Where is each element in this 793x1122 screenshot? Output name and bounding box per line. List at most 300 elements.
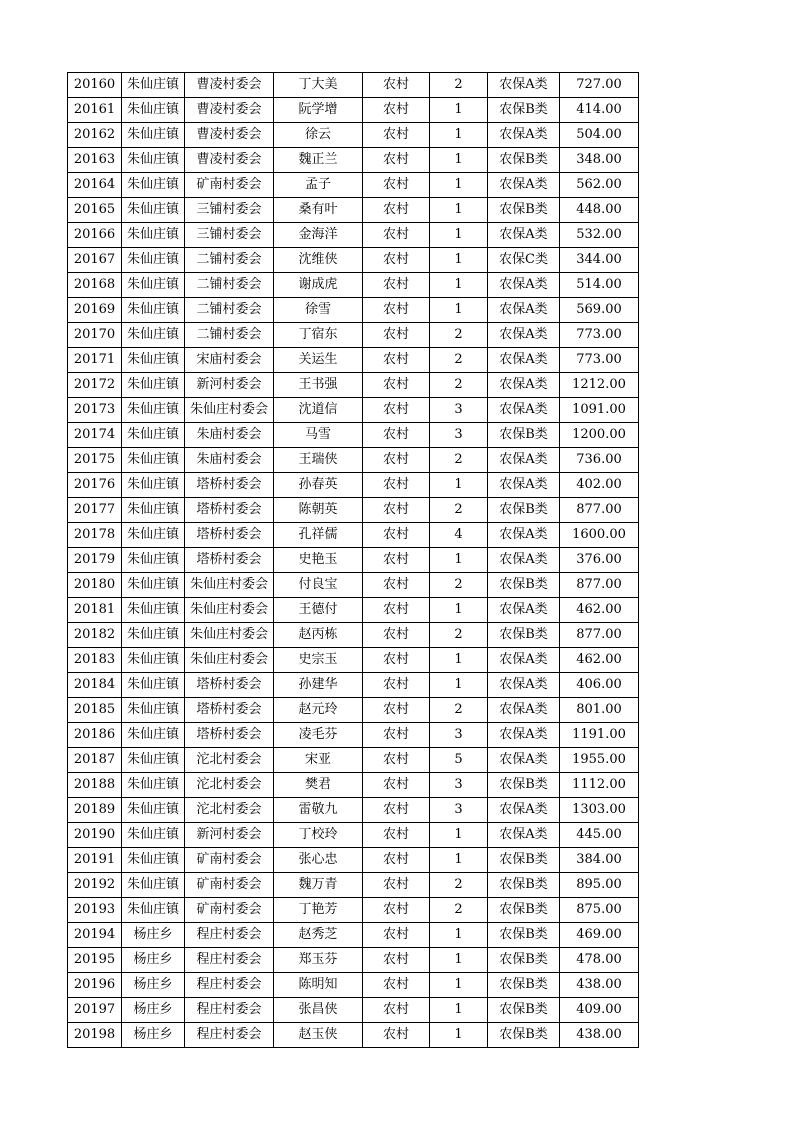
household-type-cell: 农村 — [363, 148, 430, 173]
record-number-cell: 20194 — [68, 923, 122, 948]
member-count-cell: 2 — [430, 373, 488, 398]
township-cell: 朱仙庄镇 — [122, 423, 185, 448]
table-row — [68, 923, 639, 948]
beneficiary-table — [67, 72, 639, 1048]
category-cell: 农保A类 — [488, 73, 560, 98]
village-committee-cell: 二铺村委会 — [185, 248, 274, 273]
category-cell: 农保A类 — [488, 398, 560, 423]
table-row — [68, 598, 639, 623]
record-number-cell: 20191 — [68, 848, 122, 873]
record-number-cell: 20187 — [68, 748, 122, 773]
township-cell: 朱仙庄镇 — [122, 323, 185, 348]
village-committee-cell: 朱仙庄村委会 — [185, 398, 274, 423]
category-cell: 农保B类 — [488, 98, 560, 123]
category-cell: 农保A类 — [488, 723, 560, 748]
amount-cell: 1112.00 — [560, 773, 639, 798]
name-cell: 关运生 — [274, 348, 363, 373]
township-cell: 朱仙庄镇 — [122, 73, 185, 98]
category-cell: 农保C类 — [488, 248, 560, 273]
record-number-cell: 20198 — [68, 1023, 122, 1048]
township-cell: 朱仙庄镇 — [122, 723, 185, 748]
category-cell: 农保B类 — [488, 1023, 560, 1048]
name-cell: 赵元玲 — [274, 698, 363, 723]
member-count-cell: 4 — [430, 523, 488, 548]
household-type-cell: 农村 — [363, 73, 430, 98]
village-committee-cell: 塔桥村委会 — [185, 698, 274, 723]
table-row — [68, 873, 639, 898]
household-type-cell: 农村 — [363, 473, 430, 498]
name-cell: 陈朝英 — [274, 498, 363, 523]
record-number-cell: 20171 — [68, 348, 122, 373]
township-cell: 朱仙庄镇 — [122, 498, 185, 523]
record-number-cell: 20177 — [68, 498, 122, 523]
name-cell: 孟子 — [274, 173, 363, 198]
member-count-cell: 1 — [430, 298, 488, 323]
household-type-cell: 农村 — [363, 523, 430, 548]
amount-cell: 462.00 — [560, 648, 639, 673]
table-row — [68, 398, 639, 423]
record-number-cell: 20163 — [68, 148, 122, 173]
table-row — [68, 773, 639, 798]
category-cell: 农保A类 — [488, 373, 560, 398]
village-committee-cell: 朱仙庄村委会 — [185, 623, 274, 648]
category-cell: 农保A类 — [488, 173, 560, 198]
record-number-cell: 20196 — [68, 973, 122, 998]
household-type-cell: 农村 — [363, 573, 430, 598]
household-type-cell: 农村 — [363, 873, 430, 898]
category-cell: 农保A类 — [488, 523, 560, 548]
table-body — [68, 73, 639, 1048]
household-type-cell: 农村 — [363, 648, 430, 673]
name-cell: 雷敬九 — [274, 798, 363, 823]
village-committee-cell: 新河村委会 — [185, 823, 274, 848]
record-number-cell: 20178 — [68, 523, 122, 548]
category-cell: 农保B类 — [488, 948, 560, 973]
township-cell: 朱仙庄镇 — [122, 673, 185, 698]
member-count-cell: 3 — [430, 723, 488, 748]
table-row — [68, 948, 639, 973]
village-committee-cell: 二铺村委会 — [185, 298, 274, 323]
household-type-cell: 农村 — [363, 823, 430, 848]
township-cell: 朱仙庄镇 — [122, 898, 185, 923]
name-cell: 王瑞侠 — [274, 448, 363, 473]
name-cell: 付良宝 — [274, 573, 363, 598]
township-cell: 朱仙庄镇 — [122, 98, 185, 123]
household-type-cell: 农村 — [363, 623, 430, 648]
name-cell: 魏万青 — [274, 873, 363, 898]
record-number-cell: 20186 — [68, 723, 122, 748]
household-type-cell: 农村 — [363, 1023, 430, 1048]
name-cell: 陈明知 — [274, 973, 363, 998]
township-cell: 朱仙庄镇 — [122, 348, 185, 373]
name-cell: 史艳玉 — [274, 548, 363, 573]
village-committee-cell: 二铺村委会 — [185, 323, 274, 348]
member-count-cell: 1 — [430, 123, 488, 148]
amount-cell: 406.00 — [560, 673, 639, 698]
member-count-cell: 1 — [430, 198, 488, 223]
household-type-cell: 农村 — [363, 598, 430, 623]
record-number-cell: 20160 — [68, 73, 122, 98]
amount-cell: 532.00 — [560, 223, 639, 248]
amount-cell: 348.00 — [560, 148, 639, 173]
table-row — [68, 898, 639, 923]
household-type-cell: 农村 — [363, 773, 430, 798]
category-cell: 农保A类 — [488, 298, 560, 323]
name-cell: 丁校玲 — [274, 823, 363, 848]
category-cell: 农保B类 — [488, 498, 560, 523]
amount-cell: 1955.00 — [560, 748, 639, 773]
table-row — [68, 673, 639, 698]
household-type-cell: 农村 — [363, 948, 430, 973]
member-count-cell: 3 — [430, 398, 488, 423]
record-number-cell: 20190 — [68, 823, 122, 848]
amount-cell: 462.00 — [560, 598, 639, 623]
record-number-cell: 20162 — [68, 123, 122, 148]
name-cell: 樊君 — [274, 773, 363, 798]
table-row — [68, 323, 639, 348]
village-committee-cell: 程庄村委会 — [185, 1023, 274, 1048]
village-committee-cell: 沱北村委会 — [185, 748, 274, 773]
village-committee-cell: 塔桥村委会 — [185, 473, 274, 498]
household-type-cell: 农村 — [363, 848, 430, 873]
township-cell: 杨庄乡 — [122, 1023, 185, 1048]
record-number-cell: 20188 — [68, 773, 122, 798]
record-number-cell: 20193 — [68, 898, 122, 923]
township-cell: 朱仙庄镇 — [122, 373, 185, 398]
table-row — [68, 348, 639, 373]
amount-cell: 895.00 — [560, 873, 639, 898]
household-type-cell: 农村 — [363, 423, 430, 448]
table-row — [68, 273, 639, 298]
township-cell: 杨庄乡 — [122, 948, 185, 973]
name-cell: 宋亚 — [274, 748, 363, 773]
category-cell: 农保B类 — [488, 923, 560, 948]
household-type-cell: 农村 — [363, 198, 430, 223]
township-cell: 朱仙庄镇 — [122, 148, 185, 173]
village-committee-cell: 朱庙村委会 — [185, 448, 274, 473]
record-number-cell: 20168 — [68, 273, 122, 298]
record-number-cell: 20173 — [68, 398, 122, 423]
table-row — [68, 998, 639, 1023]
category-cell: 农保A类 — [488, 698, 560, 723]
name-cell: 谢成虎 — [274, 273, 363, 298]
village-committee-cell: 曹凌村委会 — [185, 98, 274, 123]
township-cell: 朱仙庄镇 — [122, 173, 185, 198]
record-number-cell: 20185 — [68, 698, 122, 723]
member-count-cell: 1 — [430, 848, 488, 873]
amount-cell: 376.00 — [560, 548, 639, 573]
amount-cell: 402.00 — [560, 473, 639, 498]
household-type-cell: 农村 — [363, 323, 430, 348]
township-cell: 朱仙庄镇 — [122, 798, 185, 823]
table-row — [68, 548, 639, 573]
amount-cell: 448.00 — [560, 198, 639, 223]
village-committee-cell: 朱庙村委会 — [185, 423, 274, 448]
village-committee-cell: 塔桥村委会 — [185, 548, 274, 573]
table-row — [68, 723, 639, 748]
village-committee-cell: 程庄村委会 — [185, 923, 274, 948]
member-count-cell: 1 — [430, 998, 488, 1023]
name-cell: 沈道信 — [274, 398, 363, 423]
amount-cell: 1600.00 — [560, 523, 639, 548]
name-cell: 张昌侠 — [274, 998, 363, 1023]
township-cell: 朱仙庄镇 — [122, 873, 185, 898]
household-type-cell: 农村 — [363, 448, 430, 473]
household-type-cell: 农村 — [363, 923, 430, 948]
household-type-cell: 农村 — [363, 698, 430, 723]
village-committee-cell: 曹凌村委会 — [185, 123, 274, 148]
name-cell: 丁艳芳 — [274, 898, 363, 923]
amount-cell: 478.00 — [560, 948, 639, 973]
name-cell: 马雪 — [274, 423, 363, 448]
member-count-cell: 3 — [430, 798, 488, 823]
township-cell: 朱仙庄镇 — [122, 398, 185, 423]
village-committee-cell: 程庄村委会 — [185, 973, 274, 998]
member-count-cell: 1 — [430, 273, 488, 298]
record-number-cell: 20166 — [68, 223, 122, 248]
amount-cell: 438.00 — [560, 973, 639, 998]
household-type-cell: 农村 — [363, 498, 430, 523]
household-type-cell: 农村 — [363, 223, 430, 248]
household-type-cell: 农村 — [363, 898, 430, 923]
name-cell: 张心忠 — [274, 848, 363, 873]
amount-cell: 773.00 — [560, 348, 639, 373]
amount-cell: 438.00 — [560, 1023, 639, 1048]
amount-cell: 469.00 — [560, 923, 639, 948]
table-row — [68, 73, 639, 98]
township-cell: 朱仙庄镇 — [122, 698, 185, 723]
category-cell: 农保B类 — [488, 573, 560, 598]
amount-cell: 569.00 — [560, 298, 639, 323]
amount-cell: 877.00 — [560, 623, 639, 648]
record-number-cell: 20175 — [68, 448, 122, 473]
name-cell: 王德付 — [274, 598, 363, 623]
table-row — [68, 798, 639, 823]
category-cell: 农保A类 — [488, 473, 560, 498]
amount-cell: 875.00 — [560, 898, 639, 923]
category-cell: 农保B类 — [488, 198, 560, 223]
township-cell: 朱仙庄镇 — [122, 548, 185, 573]
name-cell: 赵秀芝 — [274, 923, 363, 948]
table-row — [68, 123, 639, 148]
village-committee-cell: 程庄村委会 — [185, 948, 274, 973]
table-row — [68, 198, 639, 223]
member-count-cell: 2 — [430, 73, 488, 98]
category-cell: 农保A类 — [488, 448, 560, 473]
member-count-cell: 1 — [430, 173, 488, 198]
township-cell: 朱仙庄镇 — [122, 648, 185, 673]
record-number-cell: 20167 — [68, 248, 122, 273]
member-count-cell: 1 — [430, 1023, 488, 1048]
village-committee-cell: 程庄村委会 — [185, 998, 274, 1023]
record-number-cell: 20197 — [68, 998, 122, 1023]
village-committee-cell: 朱仙庄村委会 — [185, 598, 274, 623]
table-row — [68, 498, 639, 523]
member-count-cell: 2 — [430, 323, 488, 348]
record-number-cell: 20170 — [68, 323, 122, 348]
member-count-cell: 1 — [430, 223, 488, 248]
record-number-cell: 20169 — [68, 298, 122, 323]
record-number-cell: 20164 — [68, 173, 122, 198]
amount-cell: 504.00 — [560, 123, 639, 148]
amount-cell: 445.00 — [560, 823, 639, 848]
category-cell: 农保A类 — [488, 548, 560, 573]
category-cell: 农保A类 — [488, 348, 560, 373]
table-row — [68, 648, 639, 673]
member-count-cell: 1 — [430, 548, 488, 573]
name-cell: 王书强 — [274, 373, 363, 398]
table-row — [68, 173, 639, 198]
record-number-cell: 20174 — [68, 423, 122, 448]
category-cell: 农保B类 — [488, 623, 560, 648]
record-number-cell: 20161 — [68, 98, 122, 123]
township-cell: 朱仙庄镇 — [122, 123, 185, 148]
category-cell: 农保B类 — [488, 423, 560, 448]
name-cell: 徐云 — [274, 123, 363, 148]
amount-cell: 384.00 — [560, 848, 639, 873]
name-cell: 孔祥儒 — [274, 523, 363, 548]
table-row — [68, 823, 639, 848]
category-cell: 农保A类 — [488, 223, 560, 248]
table-row — [68, 148, 639, 173]
name-cell: 孙春英 — [274, 473, 363, 498]
table-row — [68, 573, 639, 598]
category-cell: 农保A类 — [488, 648, 560, 673]
amount-cell: 736.00 — [560, 448, 639, 473]
township-cell: 杨庄乡 — [122, 998, 185, 1023]
table-row — [68, 98, 639, 123]
category-cell: 农保B类 — [488, 898, 560, 923]
township-cell: 朱仙庄镇 — [122, 598, 185, 623]
name-cell: 孙建华 — [274, 673, 363, 698]
amount-cell: 1091.00 — [560, 398, 639, 423]
name-cell: 史宗玉 — [274, 648, 363, 673]
member-count-cell: 1 — [430, 673, 488, 698]
township-cell: 杨庄乡 — [122, 973, 185, 998]
village-committee-cell: 矿南村委会 — [185, 873, 274, 898]
table-row — [68, 973, 639, 998]
member-count-cell: 1 — [430, 148, 488, 173]
member-count-cell: 2 — [430, 448, 488, 473]
member-count-cell: 5 — [430, 748, 488, 773]
table-row — [68, 373, 639, 398]
record-number-cell: 20176 — [68, 473, 122, 498]
household-type-cell: 农村 — [363, 548, 430, 573]
township-cell: 朱仙庄镇 — [122, 823, 185, 848]
village-committee-cell: 沱北村委会 — [185, 798, 274, 823]
name-cell: 沈维侠 — [274, 248, 363, 273]
category-cell: 农保B类 — [488, 848, 560, 873]
village-committee-cell: 塔桥村委会 — [185, 673, 274, 698]
record-number-cell: 20183 — [68, 648, 122, 673]
township-cell: 杨庄乡 — [122, 923, 185, 948]
table-row — [68, 1023, 639, 1048]
village-committee-cell: 曹凌村委会 — [185, 148, 274, 173]
table-row — [68, 223, 639, 248]
household-type-cell: 农村 — [363, 398, 430, 423]
table-row — [68, 523, 639, 548]
township-cell: 朱仙庄镇 — [122, 448, 185, 473]
category-cell: 农保B类 — [488, 873, 560, 898]
category-cell: 农保A类 — [488, 748, 560, 773]
member-count-cell: 2 — [430, 498, 488, 523]
township-cell: 朱仙庄镇 — [122, 223, 185, 248]
township-cell: 朱仙庄镇 — [122, 198, 185, 223]
table-row — [68, 298, 639, 323]
category-cell: 农保B类 — [488, 998, 560, 1023]
amount-cell: 562.00 — [560, 173, 639, 198]
name-cell: 凌毛芬 — [274, 723, 363, 748]
category-cell: 农保A类 — [488, 123, 560, 148]
table-row — [68, 248, 639, 273]
household-type-cell: 农村 — [363, 973, 430, 998]
household-type-cell: 农村 — [363, 748, 430, 773]
amount-cell: 344.00 — [560, 248, 639, 273]
amount-cell: 877.00 — [560, 573, 639, 598]
household-type-cell: 农村 — [363, 298, 430, 323]
member-count-cell: 2 — [430, 873, 488, 898]
member-count-cell: 1 — [430, 598, 488, 623]
category-cell: 农保A类 — [488, 273, 560, 298]
category-cell: 农保A类 — [488, 323, 560, 348]
household-type-cell: 农村 — [363, 673, 430, 698]
table-row — [68, 423, 639, 448]
category-cell: 农保B类 — [488, 773, 560, 798]
village-committee-cell: 塔桥村委会 — [185, 723, 274, 748]
village-committee-cell: 宋庙村委会 — [185, 348, 274, 373]
amount-cell: 1212.00 — [560, 373, 639, 398]
village-committee-cell: 塔桥村委会 — [185, 498, 274, 523]
village-committee-cell: 矿南村委会 — [185, 898, 274, 923]
record-number-cell: 20195 — [68, 948, 122, 973]
name-cell: 丁宿东 — [274, 323, 363, 348]
record-number-cell: 20192 — [68, 873, 122, 898]
amount-cell: 877.00 — [560, 498, 639, 523]
township-cell: 朱仙庄镇 — [122, 273, 185, 298]
township-cell: 朱仙庄镇 — [122, 848, 185, 873]
member-count-cell: 1 — [430, 648, 488, 673]
amount-cell: 727.00 — [560, 73, 639, 98]
member-count-cell: 1 — [430, 973, 488, 998]
amount-cell: 1303.00 — [560, 798, 639, 823]
village-committee-cell: 朱仙庄村委会 — [185, 573, 274, 598]
township-cell: 朱仙庄镇 — [122, 298, 185, 323]
member-count-cell: 1 — [430, 98, 488, 123]
member-count-cell: 3 — [430, 773, 488, 798]
household-type-cell: 农村 — [363, 373, 430, 398]
name-cell: 郑玉芬 — [274, 948, 363, 973]
household-type-cell: 农村 — [363, 123, 430, 148]
household-type-cell: 农村 — [363, 798, 430, 823]
name-cell: 魏正兰 — [274, 148, 363, 173]
village-committee-cell: 矿南村委会 — [185, 173, 274, 198]
member-count-cell: 1 — [430, 923, 488, 948]
township-cell: 朱仙庄镇 — [122, 748, 185, 773]
township-cell: 朱仙庄镇 — [122, 623, 185, 648]
member-count-cell: 2 — [430, 898, 488, 923]
village-committee-cell: 曹凌村委会 — [185, 73, 274, 98]
household-type-cell: 农村 — [363, 173, 430, 198]
name-cell: 丁大美 — [274, 73, 363, 98]
amount-cell: 1191.00 — [560, 723, 639, 748]
household-type-cell: 农村 — [363, 723, 430, 748]
record-number-cell: 20189 — [68, 798, 122, 823]
category-cell: 农保A类 — [488, 673, 560, 698]
township-cell: 朱仙庄镇 — [122, 773, 185, 798]
category-cell: 农保A类 — [488, 798, 560, 823]
township-cell: 朱仙庄镇 — [122, 523, 185, 548]
category-cell: 农保A类 — [488, 598, 560, 623]
